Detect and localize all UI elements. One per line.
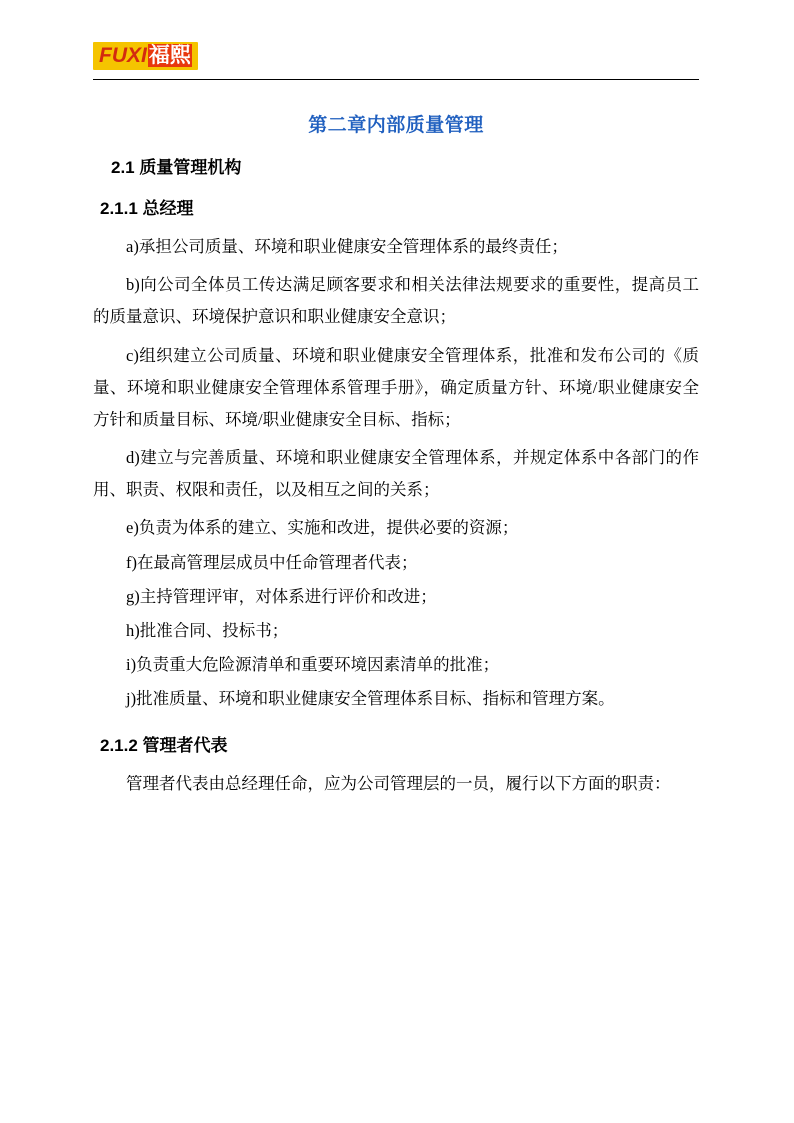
logo-latin-text: FUXI <box>99 44 147 67</box>
paragraph-item-c: c)组织建立公司质量、环境和职业健康安全管理体系，批准和发布公司的《质量、环境和职业健康安全管理体系管理手册》，确定质量方针、环境/职业健康安全方针和质量目标、环境/职业健康安全目标、指标； <box>93 345 699 429</box>
paragraph-item-i: i)负责重大危险源清单和重要环境因素清单的批准； <box>126 655 500 675</box>
heading-2-1-2: 2.1.2 管理者代表 <box>100 736 228 756</box>
paragraph-item-e: e)负责为体系的建立、实施和改进，提供必要的资源； <box>126 518 519 538</box>
paragraph-item-a: a)承担公司质量、环境和职业健康安全管理体系的最终责任； <box>126 237 568 256</box>
page-header <box>93 0 699 88</box>
company-logo <box>93 42 198 70</box>
document-content <box>93 88 699 801</box>
header-divider <box>93 79 699 80</box>
paragraph-2-1-2-body: 管理者代表由总经理任命，应为公司管理层的一员，履行以下方面的职责： <box>126 774 671 794</box>
paragraph-item-h: h)批准合同、投标书； <box>126 620 289 640</box>
logo-cjk-text: 福熙 <box>148 44 191 67</box>
page-title: 第二章内部质量管理 <box>308 115 484 136</box>
paragraph-item-f: f)在最高管理层成员中任命管理者代表； <box>126 552 418 572</box>
heading-2-1-1: 2.1.1 总经理 <box>100 199 194 218</box>
paragraph-item-j: j)批准质量、环境和职业健康安全管理体系目标、指标和管理方案。 <box>126 689 615 709</box>
paragraph-item-b: b)向公司全体员工传达满足顾客要求和相关法律法规要求的重要性，提高员工的质量意识、环境保护意识和职业健康安全意识； <box>93 275 699 327</box>
paragraph-item-d: d)建立与完善质量、环境和职业健康安全管理体系，并规定体系中各部门的作用、职责、权限和责任，以及相互之间的关系； <box>93 448 699 500</box>
heading-2-1: 2.1 质量管理机构 <box>111 158 242 177</box>
paragraph-item-g: g)主持管理评审，对体系进行评价和改进； <box>126 586 437 606</box>
